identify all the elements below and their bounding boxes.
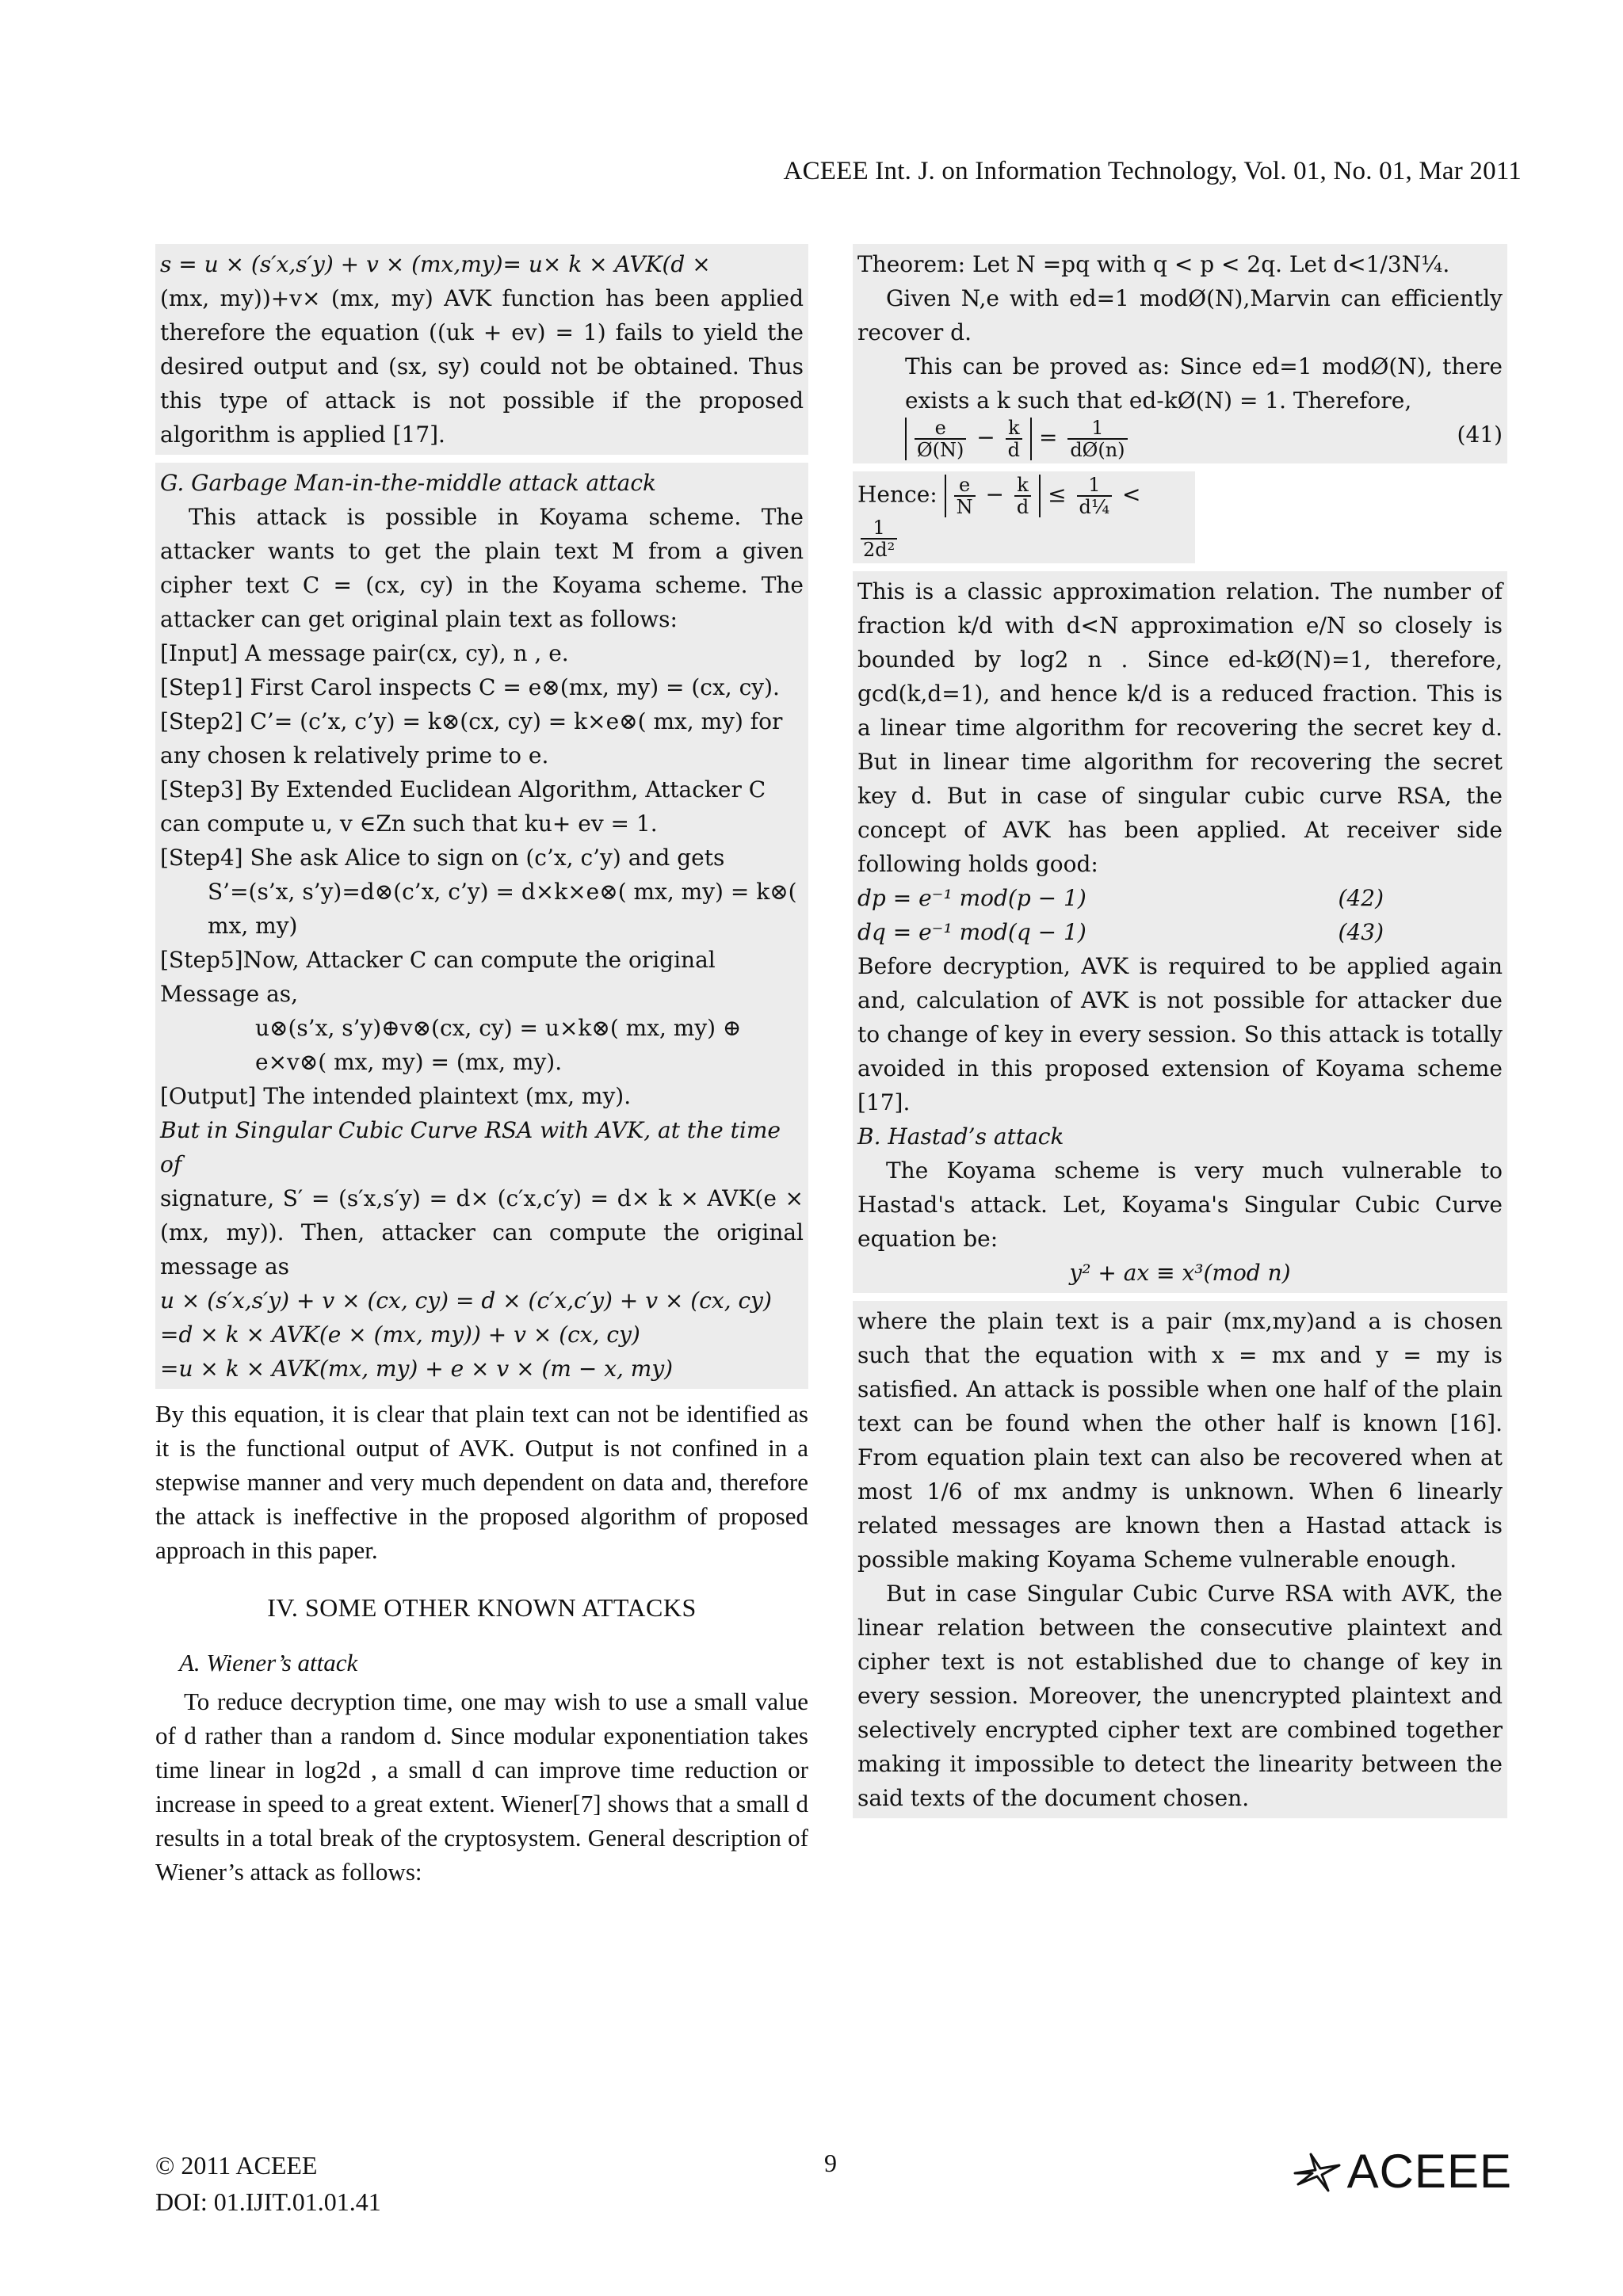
conclusion-paragraph: By this equation, it is clear that plain text can not be identified as it is the functional output of AVK. Output is not confined in a stepwise manner and very much dependent on data and, therefore the attack is ineffective in the proposed algorithm of proposed approach in this paper. [155,1400,808,1564]
aceee-logo-icon [1292,2149,1342,2194]
equation-42-body: dp = e⁻¹ mod(p − 1) [857,885,1086,911]
garbage-attack-block [155,463,808,1389]
hastad-detail-block [853,1301,1507,1818]
equation-c: =u × k × AVK(mx, my) + e × v × (m − x, my) [160,1356,674,1382]
frac-e-N: $\frac{e}{N}$ [954,475,976,517]
equation-43-body: dq = e⁻¹ mod(q − 1) [857,919,1086,945]
step-output: [Output] The intended plaintext (mx, my). [160,1083,632,1109]
wiener-paragraph: To reduce decryption time, one may wish to use a small value of d rather than a random d. Since modular exponentiation takes time linear in log2d , a small d can improve time reduction or increase in speed to a great extent. Wiener[7] shows that a small d results in a total break of the cryptosystem. General description of Wiener’s attack as follows: [155,1688,808,1886]
section-b-title: B. Hastad’s attack [857,1123,1064,1150]
running-header: ACEEE Int. J. on Information Technology, Vol. 01, No. 01, Mar 2011 [783,157,1522,185]
step-input: [Input] A message pair(cx, cy), n , e. [160,640,569,666]
step-3: [Step3] By Extended Euclidean Algorithm, Attacker C can compute u, v ∈Zn such that ku+ ev = 1. [160,776,766,837]
frac-k-d-2: $\frac{k}{d}$ [1014,475,1031,517]
equation-42-number: (42) [1338,885,1384,911]
given-statement: Given N,e with ed=1 modØ(N),Marvin can efficiently recover d. [857,285,1503,345]
classic-paragraph: This is a classic approximation relation. The number of fraction k/d with d<N approximation e/N so closely is bounded by log2 n . Since ed-kØ(N)=1, therefore, gcd(k,d=1), and hence k/d is a reduced fraction. This is a linear time algorithm for recovering the secret key d. But in linear time algorithm for recovering the secret key d. But in case of singular cubic curve RSA, the concept of AVK has been applied. At receiver side following holds good: [857,578,1503,877]
theorem-statement: Theorem: Let N =pq with q < p < 2q. Let d<1/3N¼. [857,251,1450,277]
copyright: © 2011 ACEEE [155,2151,318,2180]
step-1: [Step1] First Carol inspects C = e⊗(mx, my) = (cx, cy). [160,674,780,700]
frac-k-d: $\frac{k}{d}$ [1006,418,1022,460]
right-column [853,244,1507,1826]
proof-statement: This can be proved as: Since ed=1 modØ(N), there exists a k such that ed-kØ(N) = 1. Therefore, [905,353,1503,414]
equation-41: $\frac{e}{Ø(N)}$ − $\frac{k}{d}$ = $\frac{1}{dØ(n)}$ (41) [857,418,1503,460]
hence-label: Hence: [857,481,938,508]
section-g-title: G. Garbage Man-in-the-middle attack attack [160,470,657,496]
equation-42 [857,881,1503,915]
section-g-intro: This attack is possible in Koyama scheme. The attacker wants to get the plain text M from a given cipher text C = (cx, cy) in the Koyama scheme. The attacker can get original plain text as follows: [160,504,804,632]
section-a-title: A. Wiener’s attack [179,1649,358,1676]
frac-1-dphin: $\frac{1}{dØ(n)}$ [1067,418,1127,460]
hence-abs: $\frac{e}{N}$ − $\frac{k}{d}$ [945,475,1041,517]
left-column [155,244,808,1889]
step-5: [Step5]Now, Attacker C can compute the original Message as, [160,947,716,1007]
aceee-logo [1292,2144,1512,2199]
section-iv-heading: IV. SOME OTHER KNOWN ATTACKS [267,1593,697,1622]
frac-1-d-quarter: $\frac{1}{\text{d¼}}$ [1077,475,1113,517]
avk-hastad-paragraph: But in case Singular Cubic Curve RSA with AVK, the linear relation between the consecutive plaintext and cipher text is not established due to change of key in every session. Moreover, the unencrypted plaintext and selectively encrypted cipher text are combined together making it impossible to detect the linearity between the said texts of the document chosen. [857,1581,1503,1811]
where-paragraph: where the plain text is a pair (mx,my)and a is chosen such that the equation with x = mx and y = my is satisfied. An attack is possible when one half of the plain text can be found when the other half is known [16]. From equation plain text can also be recovered when at most 1/6 of mx andmy is unknown. When 6 linearly related messages are known then a Hastad attack is possible making Koyama Scheme vulnerable enough. [857,1308,1503,1573]
step-4-equation: S’=(s’x, s’y)=d⊗(c’x, c’y) = d×k×e⊗( mx, my) = k⊗( mx, my) [208,879,797,939]
classic-block [853,571,1507,1293]
before-decryption-paragraph: Before decryption, AVK is required to be applied again and, calculation of AVK is not possible for attacker due to change of key in every session. So this attack is totally avoided in this proposed extension of Koyama scheme [17]. [857,953,1503,1116]
hastad-paragraph: The Koyama scheme is very much vulnerable to Hastad's attack. Let, Koyama's Singular Cubic Curve equation be: [857,1158,1503,1252]
hence-inequality: Hence: $\frac{e}{N}$ − $\frac{k}{d}$ ≤ $\frac{1}{\text{d¼}}$ < $\frac{1}{\text{2d²}}$ [857,474,1141,561]
frac-1-2d2: $\frac{1}{\text{2d²}}$ [861,517,897,560]
step-4: [Step4] She ask Alice to sign on (c’x, c’y) and gets [160,845,725,871]
frac-e-phiN: $\frac{e}{Ø(N)}$ [915,418,966,460]
equation-43 [857,915,1503,949]
step-5-equation: u⊗(s’x, s’y)⊕v⊗(cx, cy) = u×k⊗( mx, my) ⊕ e×v⊗( mx, my) = (mx, my). [255,1015,742,1075]
page-number: 9 [824,2149,837,2177]
aceee-logo-text: ACEEE [1346,2145,1512,2198]
step-2: [Step2] C’= (c’x, c’y) = k⊗(cx, cy) = k×e⊗( mx, my) for any chosen k relatively prime to e. [160,708,783,769]
equation-b: =d × k × AVK(e × (mx, my)) + v × (cx, cy) [160,1322,640,1348]
equation-s-continuation: (mx, my))+v× (mx, my) AVK function has been applied therefore the equation ((uk + ev) = 1) fails to yield the desired output and (sx, sy) could not be obtained. Thus this type of attack is not possible if the proposed algorithm is applied [17]. [160,285,804,448]
doi: DOI: 01.IJIT.01.01.41 [155,2187,381,2216]
equation-41-number: (41) [1457,421,1503,448]
equation-a: u × (s′x,s′y) + v × (cx, cy) = d × (c′x,c′y) + v × (cx, cy) [160,1287,772,1314]
footer-left [155,2147,381,2220]
signature-paragraph: signature, S′ = (s′x,s′y) = d× (c′x,c′y) = d× k × AVK(e × (mx, my)). Then, attacker can compute the original message as [160,1185,804,1280]
equation-43-number: (43) [1338,919,1384,945]
equation-block-s [155,244,808,455]
equation-41-abs: $\frac{e}{Ø(N)}$ − $\frac{k}{d}$ [905,418,1032,460]
hastad-equation: y² + ax ≡ x³(mod n) [1069,1260,1291,1286]
equation-s-line1: s = u × (s′x,s′y) + v × (mx,my)= u× k × AVK(d × [160,251,711,277]
hence-block [853,471,1195,563]
avk-intro-line: But in Singular Cubic Curve RSA with AVK, at the time of [160,1117,781,1177]
theorem-block [853,244,1507,463]
